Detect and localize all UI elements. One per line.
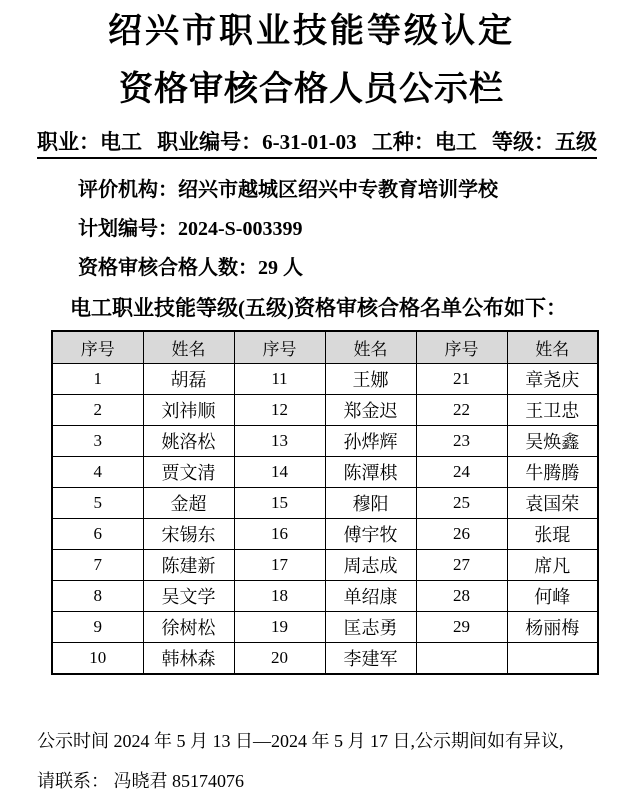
page-title-line1: 绍兴市职业技能等级认定 <box>108 13 515 50</box>
name-cell <box>507 643 598 675</box>
table-row <box>52 488 598 519</box>
name-cell: 傅宇牧 <box>325 519 416 550</box>
seq-cell: 6 <box>52 519 143 550</box>
table-body <box>52 364 598 675</box>
column-header: 序号 <box>416 331 507 364</box>
occupation-field: 职业：电工 <box>37 130 142 154</box>
name-cell: 吴焕鑫 <box>507 426 598 457</box>
table-header-row <box>52 331 598 364</box>
seq-cell: 27 <box>416 550 507 581</box>
trade-field: 工种：电工 <box>371 130 477 154</box>
seq-cell: 23 <box>416 426 507 457</box>
table-row <box>52 426 598 457</box>
name-cell: 何峰 <box>507 581 598 612</box>
seq-cell: 4 <box>52 457 143 488</box>
table-row <box>52 550 598 581</box>
column-header: 姓名 <box>143 331 234 364</box>
seq-cell: 11 <box>234 364 325 395</box>
name-cell: 郑金迟 <box>325 395 416 426</box>
table-row <box>52 643 598 675</box>
name-cell: 宋锡东 <box>143 519 234 550</box>
seq-cell: 22 <box>416 395 507 426</box>
seq-cell: 18 <box>234 581 325 612</box>
seq-cell: 16 <box>234 519 325 550</box>
name-cell: 周志成 <box>325 550 416 581</box>
name-cell: 匡志勇 <box>325 612 416 643</box>
name-cell: 吴文学 <box>143 581 234 612</box>
list-intro-line: 电工职业技能等级(五级)资格审核合格名单公布如下： <box>70 296 567 320</box>
seq-cell: 19 <box>234 612 325 643</box>
occupation-code-field: 职业编号：6-31-01-03 <box>157 130 357 154</box>
name-cell: 徐树松 <box>143 612 234 643</box>
seq-cell: 26 <box>416 519 507 550</box>
footer <box>37 729 623 793</box>
name-cell: 袁国荣 <box>507 488 598 519</box>
occupation-info-line <box>37 130 597 159</box>
seq-cell: 14 <box>234 457 325 488</box>
seq-cell: 5 <box>52 488 143 519</box>
name-cell: 姚洛松 <box>143 426 234 457</box>
name-cell: 张琨 <box>507 519 598 550</box>
name-cell: 贾文清 <box>143 457 234 488</box>
name-cell: 刘祎顺 <box>143 395 234 426</box>
column-header: 姓名 <box>325 331 416 364</box>
table-row <box>52 612 598 643</box>
table-row <box>52 457 598 488</box>
qualified-persons-table <box>51 330 599 675</box>
name-cell: 孙烨辉 <box>325 426 416 457</box>
name-cell: 牛腾腾 <box>507 457 598 488</box>
seq-cell: 8 <box>52 581 143 612</box>
table-row <box>52 395 598 426</box>
plan-number-line: 计划编号：2024-S-003399 <box>78 218 303 240</box>
seq-cell: 1 <box>52 364 143 395</box>
seq-cell: 10 <box>52 643 143 675</box>
name-cell: 金超 <box>143 488 234 519</box>
table-row <box>52 364 598 395</box>
seq-cell <box>416 643 507 675</box>
column-header: 序号 <box>234 331 325 364</box>
name-cell: 穆阳 <box>325 488 416 519</box>
column-header: 姓名 <box>507 331 598 364</box>
name-cell: 韩林森 <box>143 643 234 675</box>
name-cell: 胡磊 <box>143 364 234 395</box>
seq-cell: 20 <box>234 643 325 675</box>
seq-cell: 12 <box>234 395 325 426</box>
name-cell: 王娜 <box>325 364 416 395</box>
page-title-line2: 资格审核合格人员公示栏 <box>119 71 504 108</box>
name-cell: 王卫忠 <box>507 395 598 426</box>
name-cell: 李建军 <box>325 643 416 675</box>
name-cell: 陈建新 <box>143 550 234 581</box>
name-cell: 单绍康 <box>325 581 416 612</box>
notice-period-line: 公示时间 2024 年 5 月 13 日—2024 年 5 月 17 日,公示期间如有异议, <box>37 731 564 751</box>
seq-cell: 24 <box>416 457 507 488</box>
name-cell: 陈潭棋 <box>325 457 416 488</box>
seq-cell: 17 <box>234 550 325 581</box>
table-row <box>52 581 598 612</box>
table-header <box>52 331 598 364</box>
level-field: 等级：五级 <box>492 130 597 154</box>
seq-cell: 21 <box>416 364 507 395</box>
name-cell: 章尧庆 <box>507 364 598 395</box>
seq-cell: 2 <box>52 395 143 426</box>
seq-cell: 29 <box>416 612 507 643</box>
seq-cell: 7 <box>52 550 143 581</box>
seq-cell: 15 <box>234 488 325 519</box>
seq-cell: 28 <box>416 581 507 612</box>
seq-cell: 13 <box>234 426 325 457</box>
evaluation-agency-line: 评价机构：绍兴市越城区绍兴中专教育培训学校 <box>78 179 498 201</box>
seq-cell: 9 <box>52 612 143 643</box>
seq-cell: 25 <box>416 488 507 519</box>
contact-info-line: 请联系： 冯晓君 85174076 <box>37 771 244 791</box>
qualified-count-line: 资格审核合格人数：29 人 <box>78 257 303 279</box>
name-cell: 席凡 <box>507 550 598 581</box>
name-cell: 杨丽梅 <box>507 612 598 643</box>
seq-cell: 3 <box>52 426 143 457</box>
table-row <box>52 519 598 550</box>
column-header: 序号 <box>52 331 143 364</box>
